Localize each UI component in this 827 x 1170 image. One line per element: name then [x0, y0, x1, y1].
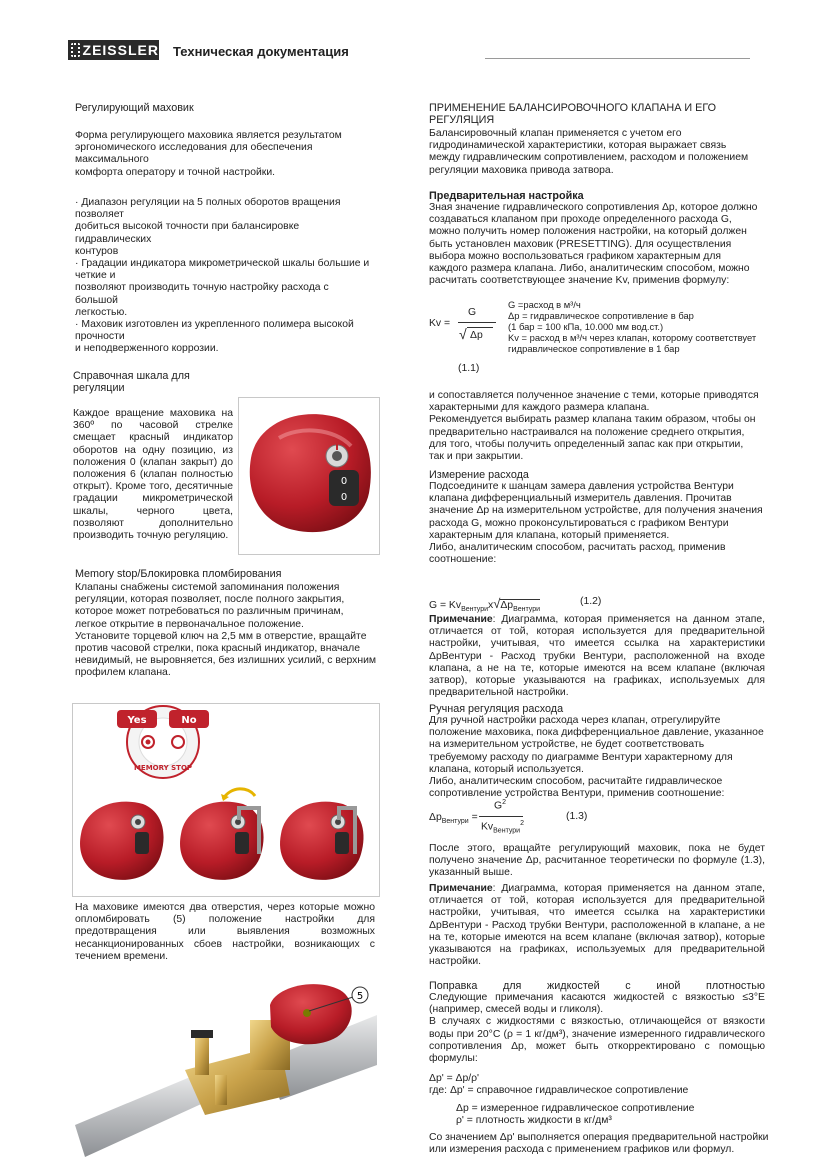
memory-no-label: No	[181, 715, 197, 726]
header-rule	[485, 58, 750, 59]
flow-note-label: Примечание	[429, 614, 493, 625]
sqrt-icon: √	[493, 596, 501, 611]
seal-text: На маховике имеются два отверстия, через которые можно опломбировать (5) положение настройки для предотвращения или выявления возможных несанкционированных сбоев настройки, возникающих с течением времени.	[75, 902, 375, 962]
valve-drawing	[75, 975, 377, 1157]
manual-after: После этого, вращайте регулирующий маховик, пока не будет получено значение Δр, расчитанное теоретически по формуле (1.3), указанный выше.	[429, 843, 765, 879]
memory-stop-image	[72, 703, 380, 897]
formula-1-3-den: Kv	[481, 821, 494, 833]
flow-title: Измерение расхода	[429, 469, 529, 481]
presetting-text: Зная значение гидравлического сопротивления Δр, которое должно создаваться клапаном при проходе определенного расхода G, можно получить номер положения настройки, на который должен быть установлен маховик (PRESETTING). Для осуществления выбора можно воспользоваться графиком характерным для каждого размера клапана. Либо, аналитическим способом, можно расчитать соответствующее значение Kv, применив формулу:	[429, 202, 758, 287]
formula-1-2-sub: Вентури	[461, 606, 488, 614]
formula-1-1-numerator: G	[468, 307, 477, 318]
formula-1-3-num-sup: 2	[502, 799, 506, 806]
formula-1-2-number: (1.2)	[580, 596, 602, 607]
manual-note-label: Примечание	[429, 883, 493, 894]
formula-1-1-number: (1.1)	[458, 363, 480, 374]
memory-yes-label: Yes	[127, 715, 147, 726]
presetting-title: Предварительная настройка	[429, 190, 584, 202]
document-title: Техническая документация	[173, 44, 349, 59]
density-text: Следующие примечания касаются жидкостей с вязкостью ≤3°E (например, смесей воды и гликоля). В случаях с жидкостями с вязкостью, отличающейся от вязкости воды при 20°C (ρ = 1 кг/дм³), значение измеренного гидравлического сопротивления Δр, может быть откорректировано с помощью формулы:	[429, 992, 765, 1065]
formula-1-3-num: G	[494, 800, 503, 812]
application-title: ПРИМЕНЕНИЕ БАЛАНСИРОВОЧНОГО КЛАПАНА И ЕГО РЕГУЛЯЦИЯ	[429, 102, 717, 126]
formula-1-1-denominator: Δp	[470, 330, 483, 341]
formula-1-3-denominator	[481, 820, 524, 835]
formula-1-2-root-sub: Вентури	[513, 606, 541, 614]
seal-callout: 5	[356, 991, 364, 1002]
scale-dial-top: 0	[340, 476, 348, 487]
memory-text: Клапаны снабжены системой запоминания положения регуляции, которая позволяет, после полного закрытия, которое может потребоваться по различным причинам, легкое открытие в первоначальное положение. Установите торцевой ключ на 2,5 мм в отверстие, вращайте против часовой стрелки, пока красный индикатор, вначале невидимый, не выровняется, без излишних усилий, с верхним профилем клапана.	[75, 582, 377, 679]
formula-1-2-main: G = Kv	[429, 600, 462, 611]
logo-mark-icon	[71, 43, 80, 57]
manual-note-text: : Диаграмма, которая применяется на данном этапе, отличается от той, которая используется для предварительной настройки, учитывая, что имеется ссылка на характеристики ΔрВентури - Расход трубки Вентури, расположенной в клапане, а не на те, которые имеются на всем клапане (включая затвор), которые указываются на графиках, используемых для предварительной настройки.	[429, 883, 765, 968]
formula-1-1-fraction-bar	[458, 322, 496, 323]
formula-1-3-den-sup: 2	[520, 820, 524, 827]
formula-1-3-lhs-main: Δр	[429, 812, 442, 823]
formula-1-3-eq: =	[471, 812, 478, 823]
scale-dial-bottom: 0	[340, 492, 348, 503]
handwheel-title: Регулирующий маховик	[75, 102, 194, 114]
flow-note-text: : Диаграмма, которая применяется на данном этапе, отличается от той, которая используется для предварительной настройки, учитывая, что имеется ссылка на характеристики ΔрВентури - Расход трубки Вентури, расположенной на входе клапана, а не на те, которые имеются на всем клапане (включая затвор), которые указываются на графиках, используемых для предварительной настройки.	[429, 614, 765, 699]
manual-text: Для ручной настройки расхода через клапан, отрегулируйте положение маховика, пока дифференциальное давление, указанное на измерительном устройстве, не будет соответствовать требуемому расходу по диаграмме Вентури характерному для клапана, который используется. Либо, аналитическим способом, расчитайте гидравлическое сопротивление устройства Вентури, применив соотношение:	[429, 715, 764, 800]
manual-title: Ручная регуляция расхода	[429, 703, 564, 715]
handwheel-drawing	[239, 398, 379, 554]
density-rho: ρ' = плотность жидкости в кг/дм³	[456, 1115, 612, 1126]
density-title: Поправка для жидкостей с иной плотностью	[429, 980, 765, 992]
sqrt-icon: √	[459, 326, 467, 342]
formula-1-3-fraction-bar	[479, 816, 523, 817]
handwheel-image	[238, 397, 380, 555]
handwheel-step-1	[80, 802, 164, 880]
handwheel-features: · Диапазон регуляции на 5 полных оборотов вращения позволяет добиться высокой точности при балансировке гидравлических контуров · Градации индикатора микрометрической шкалы большие и четкие и позволяют производить точную настройку расхода с большой легкостью. · Маховик изготовлен из укрепленного полимера высокой прочности и неподверженного коррозии.	[75, 197, 370, 355]
scale-text: Каждое вращение маховика на 360º по часовой стрелке смещает красный индикатор оборотов на одну позицию, из положения 0 (клапан закрыт) до положения 6 (клапан полностью открыт). Кроме того, десятичные градации микрометрической шкалы, черного цвета, позволяют дополнительно производить точную регуляцию.	[73, 408, 233, 542]
flow-text: Подсоедините к шанцам замера давления устройства Вентури клапана дифференциальный измеритель давления. Прочитав значение Δр на измерительном устройстве, для получения значения расхода G, можно проконсультироваться с графиком Вентури характерным для клапана, который применяется. Либо, аналитическим способом, расчитать расход, применив соотношение:	[429, 481, 763, 566]
density-where: где: Δр' = справочное гидравлическое сопротивление	[429, 1085, 689, 1096]
memory-ring-label: MEMORY STOP	[133, 764, 193, 772]
application-text: Балансировочный клапан применяется с учетом его гидродинамической характеристики, которая выражает связь между гидравлическим сопротивлением, расходом и положением регуляции маховика привода затвора.	[429, 128, 749, 176]
formula-1-1-lhs: Kv =	[429, 318, 451, 329]
density-dp: Δр = измеренное гидравлическое сопротивление	[456, 1103, 695, 1114]
formula-1-2	[429, 596, 540, 613]
formula-1-2-x: x	[488, 600, 494, 611]
formula-1-1-radical-bar	[467, 327, 493, 328]
formula-1-2-root: Δр	[500, 600, 514, 611]
memory-title: Memory stop/Блокировка пломбирования	[75, 568, 282, 580]
handwheel-step-2	[180, 789, 264, 880]
formula-1-3-lhs-sub: Вентури	[441, 818, 469, 826]
density-final: Со значением Δр' выполняется операция предварительной настройки или измерения расхода с применением графиков или формул.	[429, 1132, 769, 1156]
handwheel-step-3	[280, 802, 364, 880]
valve-image	[75, 975, 377, 1157]
density-formula: Δр' = Δр/ρ'	[429, 1073, 480, 1084]
flow-note	[429, 614, 765, 699]
formula-1-1-legend: G =расход в м³/ч Δр = гидравлическое сопротивление в бар (1 бар = 100 кПа, 10.000 мм вод.ст.) Kv = расход в м³/ч через клапан, которому соответствует гидравлическое сопротивление в 1 бар	[508, 299, 757, 354]
manual-note	[429, 883, 765, 968]
formula-1-3-numerator	[494, 799, 506, 811]
formula-1-3-number: (1.3)	[566, 811, 588, 822]
brand-name: ZEISSLER	[82, 42, 159, 58]
brand-logo	[68, 40, 159, 60]
formula-1-3-den-sub: Вентури	[493, 827, 521, 835]
handwheel-intro: Форма регулирующего маховика является результатом эргономического исследования для обеспечения максимального комфорта оператору и точной настройки.	[75, 130, 342, 178]
presetting-after: и сопоставляется полученное значение с теми, которые приводятся характерными для каждого размера клапана. Рекомендуется выбирать размер клапана таким образом, чтобы он предварительно настраивался на положение среднего открытия, для того, чтобы получить определенный запас как при открытии, так и при закрытии.	[429, 390, 759, 463]
memory-stop-drawing	[73, 704, 379, 896]
scale-title: Справочная шкала для регуляции	[73, 370, 190, 394]
formula-1-3-lhs	[429, 812, 478, 825]
